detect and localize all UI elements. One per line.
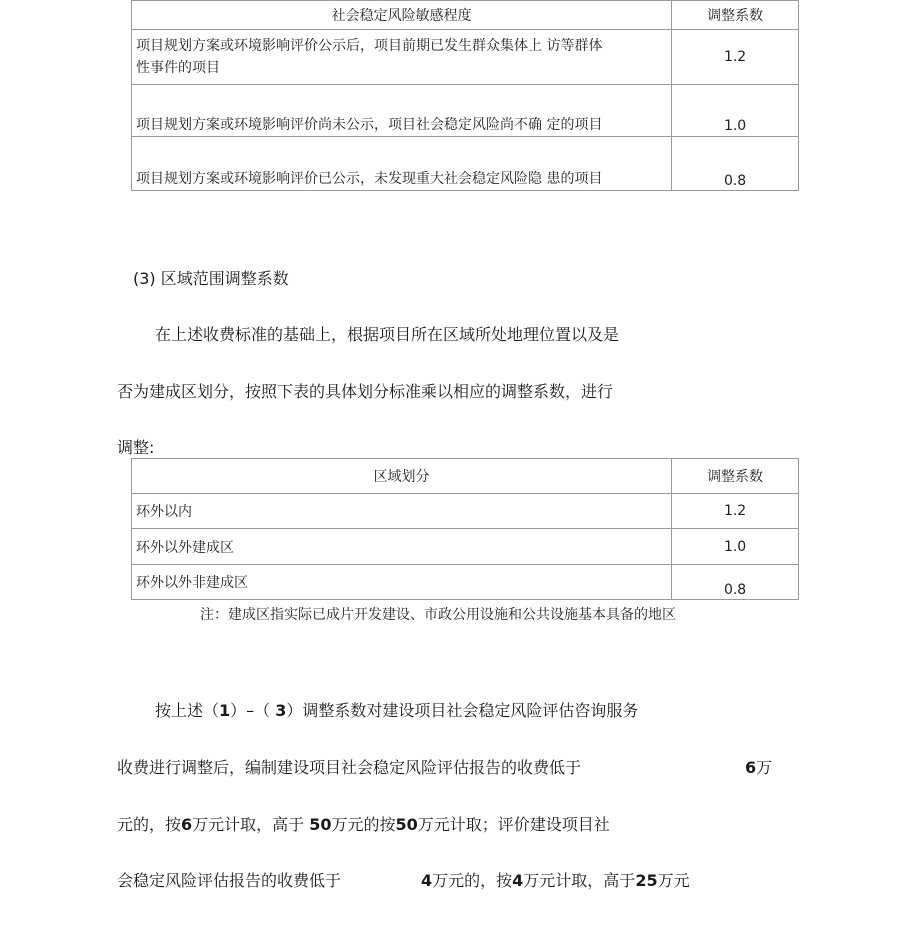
table-header-row (132, 1, 799, 30)
paragraph-line (155, 698, 638, 721)
number-run: 6 (745, 758, 757, 777)
text-run: 万元 (657, 871, 690, 890)
number-run: 50 (309, 815, 332, 834)
paragraph-line (117, 812, 610, 835)
text-run: 万 (756, 758, 773, 777)
table-header-row (132, 459, 799, 494)
number-run: 4 (421, 871, 433, 890)
number-run: 1 (219, 701, 231, 720)
table-row (132, 565, 799, 600)
paragraph-line (117, 755, 581, 778)
text-run: ）调整系数对建设项目社会稳定风险评估咨询服务 (286, 701, 639, 720)
header-sensitivity: 社会稳定风险敏感程度 (132, 1, 672, 30)
text-run: 会稳定风险评估报告的收费低于 (117, 871, 342, 890)
paragraph-line-tail (745, 755, 772, 778)
row-description: 项目规划方案或环境影响评价尚未公示，项目社会稳定风险尚不确 定的项目 (132, 85, 672, 137)
region-table (131, 458, 799, 600)
header-coefficient: 调整系数 (672, 459, 799, 494)
paragraph-line: 否为建成区划分，按照下表的具体划分标准乘以相应的调整系数，进行 (117, 382, 614, 401)
row-description: 项目规划方案或环境影响评价已公示，未发现重大社会稳定风险隐 患的项目 (132, 137, 672, 191)
row-description-line2: 性事件的项目 (136, 60, 220, 76)
text-run: 万元的，按 (432, 871, 513, 890)
text-run: 元的，按 (117, 815, 182, 834)
number-run: 3 (275, 701, 287, 720)
paragraph-line: 调整: (117, 438, 155, 457)
paragraph-line (117, 868, 341, 891)
row-coefficient: 1.2 (672, 30, 799, 85)
number-run: 6 (181, 815, 193, 834)
header-region: 区域划分 (132, 459, 672, 494)
row-coefficient: 0.8 (672, 565, 799, 600)
row-region: 环外以内 (132, 494, 672, 529)
text-run: 万元计取；评价建设项目社 (417, 815, 610, 834)
text-run: 万元的按 (331, 815, 396, 834)
row-region: 环外以外非建成区 (132, 565, 672, 600)
row-region: 环外以外建成区 (132, 529, 672, 565)
table-row (132, 85, 799, 137)
row-coefficient: 1.0 (672, 529, 799, 565)
text-run: 按上述（ (155, 701, 220, 720)
table-note: 注：建成区指实际已成片开发建设、市政公用设施和公共设施基本具备的地区 (200, 607, 676, 623)
table-row (132, 137, 799, 191)
row-description (132, 30, 672, 85)
number-run: 50 (395, 815, 418, 834)
number-run: 4 (512, 871, 524, 890)
header-coefficient: 调整系数 (672, 1, 799, 30)
text-run: 万元计取，高于 (192, 815, 310, 834)
text-run: 万元计取，高于 (523, 871, 636, 890)
row-coefficient: 1.2 (672, 494, 799, 529)
paragraph-line: 在上述收费标准的基础上，根据项目所在区域所处地理位置以及是 (155, 325, 620, 344)
table-row (132, 494, 799, 529)
text-run: ）–（ (230, 701, 276, 720)
number-run: 25 (635, 871, 658, 890)
text-run: 收费进行调整后，编制建设项目社会稳定风险评估报告的收费低于 (117, 758, 582, 777)
table-row (132, 529, 799, 565)
sensitivity-table (131, 0, 799, 191)
paragraph-line-tail (421, 868, 690, 891)
row-description-line1: 项目规划方案或环境影响评价公示后，项目前期已发生群众集体上 访等群体 (136, 38, 603, 54)
row-coefficient: 0.8 (672, 137, 799, 191)
table-row (132, 30, 799, 85)
section-heading: (3) 区域范围调整系数 (133, 269, 289, 288)
row-coefficient: 1.0 (672, 85, 799, 137)
